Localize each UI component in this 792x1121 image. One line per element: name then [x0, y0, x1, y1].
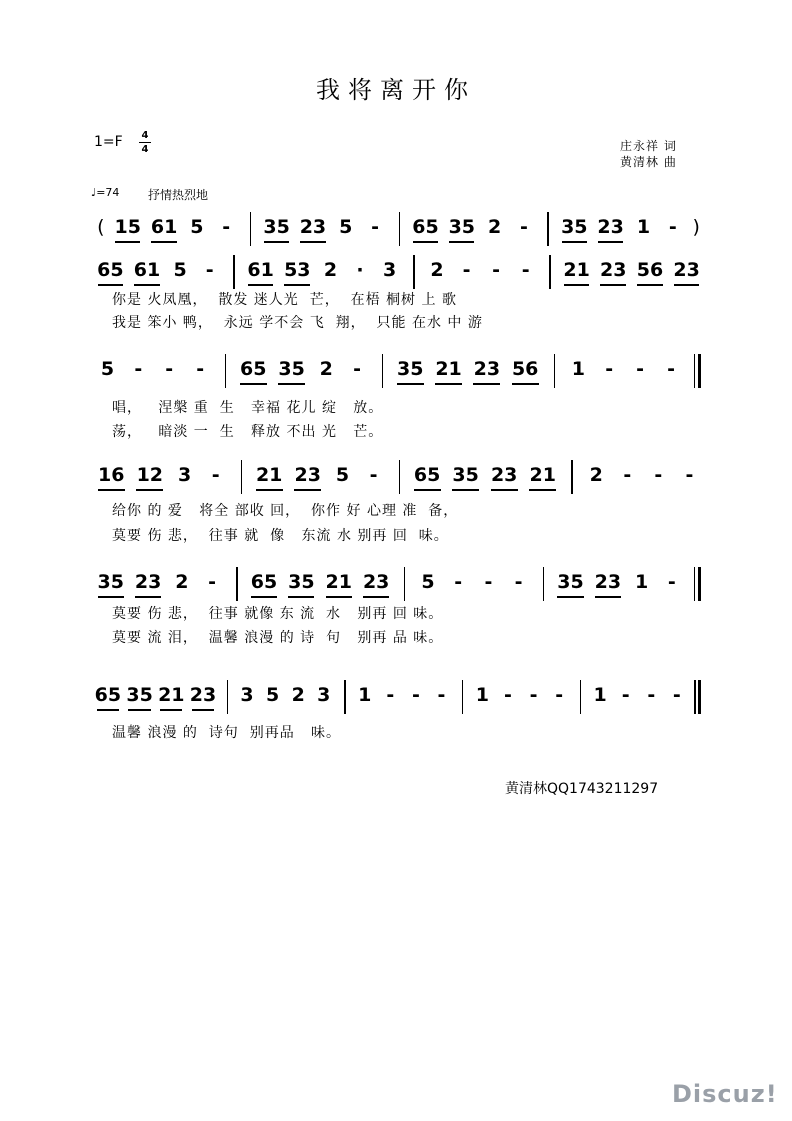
note-group: - [371, 216, 379, 238]
note-group: - [605, 358, 614, 380]
eighth-underline [288, 596, 314, 598]
eighth-underline [240, 383, 267, 385]
note-group: 65 [97, 259, 124, 281]
eighth-underline [256, 489, 283, 491]
note-group: 53 [284, 259, 311, 281]
note-group: - [647, 684, 656, 706]
watermark-logo: Discuz! [672, 1080, 778, 1108]
note-group: 1 [593, 684, 607, 706]
note-group: - [529, 684, 538, 706]
note-group: 61 [247, 259, 274, 281]
note-group: 1 [636, 216, 651, 238]
note-group: 23 [473, 358, 501, 380]
score-row [0, 458, 792, 544]
bar-line [236, 567, 238, 601]
note-group: 35 [452, 464, 479, 486]
note-group: - [667, 571, 676, 593]
bar-line [554, 354, 556, 388]
note-group: 35 [448, 216, 476, 238]
note-group: 2 [319, 358, 333, 380]
eighth-underline [413, 241, 438, 243]
note-group: 56 [511, 358, 539, 380]
lyricist-credit: 庄永祥 词 [620, 139, 677, 153]
bar-line [694, 354, 696, 388]
note-group: 3 [240, 684, 254, 706]
note-group: - [454, 571, 463, 593]
eighth-underline [564, 284, 590, 286]
note-group: - [504, 684, 512, 706]
note-group: - [165, 358, 174, 380]
eighth-underline [98, 284, 124, 286]
time-signature-bottom: 4 [141, 144, 149, 155]
note-group: 61 [150, 216, 178, 238]
note-group: - [462, 259, 471, 281]
note-group: 65 [94, 684, 122, 706]
note-group: 1 [475, 684, 490, 706]
eighth-underline [326, 596, 352, 598]
note-group: 2 [589, 464, 603, 486]
note-group: 65 [412, 216, 439, 238]
note-group: 1 [358, 684, 372, 706]
lyric-line: 你是 火凤凰， 散发 迷人光 芒， 在梧 桐树 上 歌 [112, 292, 457, 308]
note-group: 35 [263, 216, 290, 238]
note-group: - [196, 358, 205, 380]
note-group: - [636, 358, 645, 380]
note-group: 23 [299, 216, 327, 238]
note-group: - [623, 464, 632, 486]
bar-line [547, 212, 549, 246]
note-group: 35 [288, 571, 315, 593]
lyric-line: 莫要 伤 悲， 往事 就 像 东流 水 别再 回 味。 [112, 528, 449, 544]
arranger-signature: 黄清林QQ1743211297 [505, 781, 659, 797]
bar-line [250, 212, 252, 246]
note-group: 3 [383, 259, 397, 281]
bar-line [694, 567, 696, 601]
eighth-underline [452, 489, 479, 491]
eighth-underline [134, 284, 160, 286]
note-group: 23 [673, 259, 700, 281]
note-group: 23 [597, 216, 624, 238]
bar-line [413, 255, 415, 289]
note-group: 56 [636, 259, 664, 281]
bar-line [580, 680, 582, 714]
eighth-underline [115, 241, 140, 243]
note-group: - [411, 684, 420, 706]
note-group: 23 [594, 571, 622, 593]
note-group: 35 [397, 358, 424, 380]
composer-credit: 黄清林 曲 [620, 155, 677, 169]
note-group: - [211, 464, 220, 486]
note-group: 12 [136, 464, 164, 486]
bar-line [344, 680, 346, 714]
note-group: 21 [563, 259, 590, 281]
note-group: 2 [430, 259, 444, 281]
lyric-line: 唱， 涅槃 重 生 幸福 花儿 绽 放。 [112, 400, 384, 416]
note-group: 2 [291, 684, 305, 706]
bar-line [549, 255, 551, 289]
eighth-underline [449, 241, 474, 243]
bar-line [698, 680, 701, 714]
eighth-underline [363, 596, 389, 598]
bar-line [225, 354, 227, 388]
note-group: - [519, 216, 528, 238]
song-title: 我将离开你 [316, 76, 476, 104]
bar-line [694, 680, 696, 714]
note-group: 21 [435, 358, 462, 380]
lyric-line: 莫要 流 泪， 温馨 浪漫 的 诗 句 别再 品 味。 [112, 630, 444, 646]
note-group: 2 [323, 259, 338, 281]
note-group: 23 [294, 464, 321, 486]
time-signature [139, 130, 151, 155]
tempo-marking: ♩=74 [91, 186, 120, 199]
note-group: - [134, 358, 143, 380]
note-group: - [492, 259, 501, 281]
eighth-underline [435, 383, 462, 385]
expression-marking: 抒情热烈地 [148, 188, 209, 202]
eighth-underline [529, 489, 556, 491]
eighth-underline [264, 241, 289, 243]
note-group: - [222, 216, 231, 238]
note-group: 35 [557, 571, 584, 593]
note-group: 5 [266, 684, 280, 706]
eighth-underline [473, 383, 500, 385]
note-group: 23 [362, 571, 390, 593]
bar-line [399, 212, 401, 246]
note-group: 3 [178, 464, 192, 486]
eighth-underline [278, 383, 305, 385]
lyric-line: 我是 笨小 鸭， 永远 学不会 飞 翔， 只能 在水 中 游 [112, 315, 483, 331]
note-group: 61 [133, 259, 161, 281]
time-signature-top: 4 [141, 130, 149, 141]
note-group: 5 [173, 259, 187, 281]
lyric-line: 温馨 浪漫 的 诗句 别再品 味。 [112, 725, 342, 741]
note-group: - [668, 216, 677, 238]
eighth-underline [598, 241, 623, 243]
note-group: - [353, 358, 362, 380]
eighth-underline [397, 383, 424, 385]
key-signature: 1=F [94, 134, 123, 150]
note-group: 35 [561, 216, 588, 238]
repeat-paren: ( [97, 216, 105, 238]
note-group: - [205, 259, 214, 281]
note-group: - [521, 259, 530, 281]
score-row [0, 253, 792, 331]
score-row [0, 352, 792, 440]
note-group: - [654, 464, 663, 486]
bar-line [543, 567, 545, 601]
note-group: 65 [240, 358, 267, 380]
eighth-underline [251, 596, 277, 598]
eighth-underline [192, 709, 214, 711]
note-group: 5 [335, 464, 350, 486]
repeat-paren: ) [692, 216, 700, 238]
bar-line [571, 460, 573, 494]
lyric-line: 莫要 伤 悲， 往事 就像 东 流 水 别再 回 味。 [112, 606, 444, 622]
eighth-underline [98, 489, 125, 491]
eighth-underline [300, 241, 325, 243]
note-group: 21 [529, 464, 556, 486]
note-group: - [208, 571, 216, 593]
eighth-underline [284, 284, 310, 286]
bar-line [399, 460, 401, 494]
note-group: 21 [255, 464, 283, 486]
note-group: 5 [190, 216, 204, 238]
eighth-underline [600, 284, 626, 286]
note-group: - [685, 464, 694, 486]
bar-line [462, 680, 464, 714]
eighth-underline [595, 596, 621, 598]
bar-line [227, 680, 229, 714]
note-group: - [672, 684, 681, 706]
eighth-underline [135, 596, 161, 598]
eighth-underline [294, 489, 321, 491]
eighth-underline [136, 489, 163, 491]
note-group: 35 [97, 571, 124, 593]
note-group: 2 [487, 216, 502, 238]
bar-line [241, 460, 243, 494]
eighth-underline [248, 284, 274, 286]
note-group: · [356, 259, 364, 281]
note-group: 3 [317, 684, 331, 706]
eighth-underline [637, 284, 663, 286]
note-group: 16 [98, 464, 125, 486]
note-group: 23 [189, 684, 217, 706]
note-group: 23 [600, 259, 627, 281]
eighth-underline [151, 241, 176, 243]
bar-line [382, 354, 384, 388]
bar-line [233, 255, 235, 289]
note-group: - [621, 684, 630, 706]
note-group: 65 [413, 464, 441, 486]
score-row [0, 565, 792, 646]
lyric-line: 荡， 暗淡 一 生 释放 不出 光 芒。 [112, 424, 384, 440]
bar-line [698, 354, 701, 388]
note-group: - [484, 571, 493, 593]
note-group: 5 [421, 571, 435, 593]
lyric-line: 给你 的 爱 将全 部收 回， 你作 好 心理 准 备， [112, 503, 459, 519]
eighth-underline [128, 709, 150, 711]
note-group: 21 [325, 571, 352, 593]
eighth-underline [414, 489, 441, 491]
note-group: 5 [339, 216, 353, 238]
eighth-underline [674, 284, 700, 286]
note-group: 2 [175, 571, 189, 593]
note-group: - [437, 684, 446, 706]
score-row [0, 678, 792, 741]
note-group: 1 [571, 358, 585, 380]
bar-line [698, 567, 701, 601]
note-group: 23 [490, 464, 518, 486]
note-group: - [667, 358, 675, 380]
note-group: - [386, 684, 395, 706]
note-group: - [369, 464, 378, 486]
note-group: 65 [250, 571, 278, 593]
note-group: 5 [100, 358, 115, 380]
eighth-underline [491, 489, 518, 491]
note-group: - [514, 571, 523, 593]
note-group: 35 [278, 358, 305, 380]
note-group: 35 [126, 684, 153, 706]
bar-line [404, 567, 406, 601]
eighth-underline [562, 241, 587, 243]
eighth-underline [160, 709, 182, 711]
note-group: 23 [134, 571, 162, 593]
note-group: - [555, 684, 564, 706]
note-group: 1 [635, 571, 649, 593]
eighth-underline [98, 596, 124, 598]
eighth-underline [557, 596, 583, 598]
eighth-underline [512, 383, 539, 385]
note-group: 21 [158, 684, 185, 706]
eighth-underline [97, 709, 119, 711]
note-group: 15 [114, 216, 141, 238]
